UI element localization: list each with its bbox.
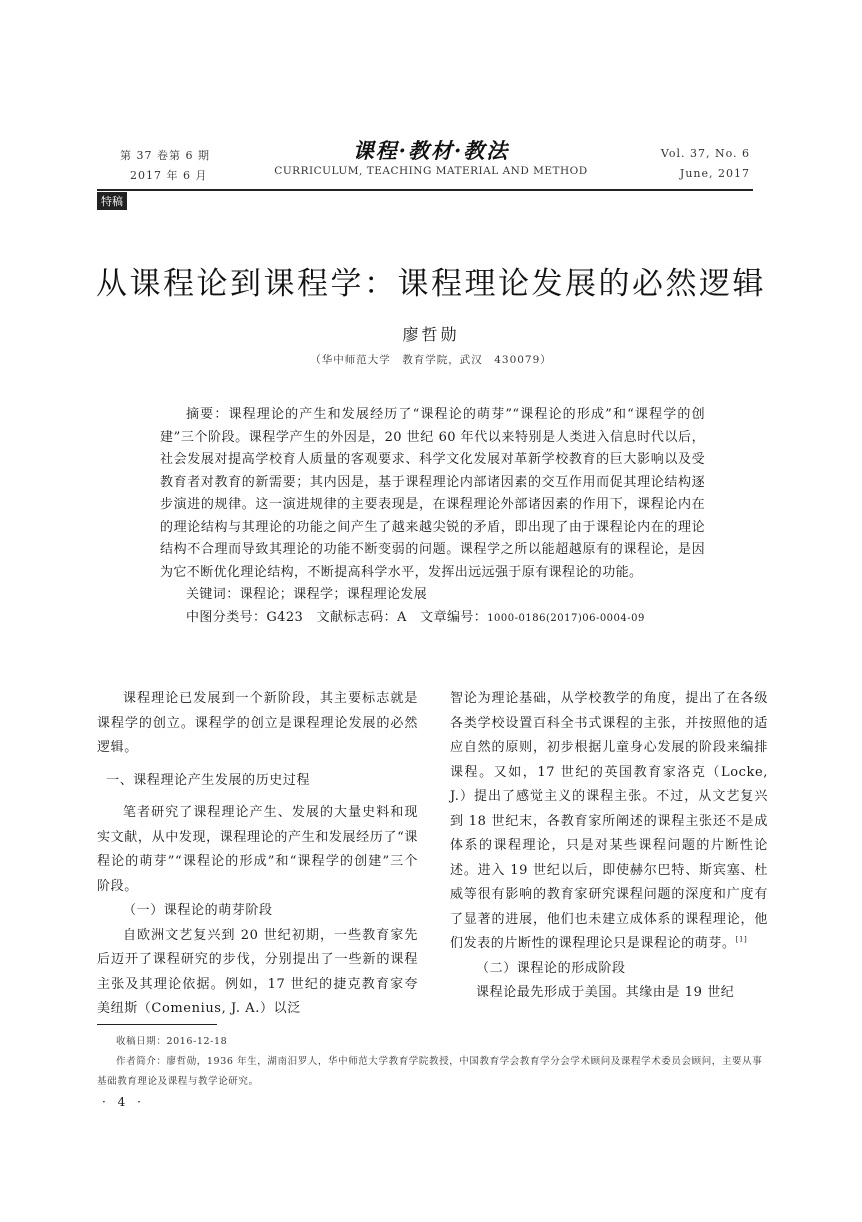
article-title: 从课程论到课程学：课程理论发展的必然逻辑 <box>96 266 766 302</box>
author-affiliation: （华中师范大学 教育学院，武汉 430079） <box>310 354 552 366</box>
abstract-text: 摘要：课程理论的产生和发展经历了“课程论的萌芽”“课程论的形成”和“课程学的创建”三个阶段。课程学产生的外因是，20 世纪 60 年代以来特别是人类进入信息时代以后，社会发展对提高学校育人质量的客观要求、科学文化发展对革新学校教育的巨大影响以及受教育者对教育的新需要；其内因是，基于课程理论内部诸因素的交互作用而促其理论结构逐步演进的规律。这一演进规律的主要表现是，在课程理论外部诸因素的作用下，课程论内在的理论结构与其理论的功能之间产生了越来越尖锐的矛盾，即出现了由于课程论内在的理论结构不合理而导致其理论的功能不断变弱的问题。课程学之所以能超越原有的课程论，是因为它不断优化理论结构，不断提高科学水平，发挥出远远强于原有课程论的功能。 <box>160 407 705 580</box>
volume-issue-en: Vol. 37, No. 6 <box>660 147 750 160</box>
header-rule <box>97 189 753 191</box>
formation-paragraph: 课程论最先形成于美国。其缘由是 19 世纪 <box>476 985 735 1000</box>
intro-paragraph: 课程理论已发展到一个新阶段，其主要标志就是课程学的创立。课程学的创立是课程理论发展的必然逻辑。 <box>97 691 418 755</box>
journal-title-cn: 课程·教材·教法 <box>352 138 510 163</box>
classification-label: 中图分类号：G423 文献标志码：A 文章编号： <box>186 609 488 625</box>
volume-issue-cn: 第 37 卷第 6 期 <box>120 149 210 162</box>
date-cn: 2017 年 6 月 <box>130 169 208 182</box>
abstract-block <box>160 404 705 630</box>
reference-mark: [1] <box>735 935 748 944</box>
author-name: 廖哲勋 <box>402 325 460 344</box>
subsection-heading-2: （二）课程论的形成阶段 <box>476 960 626 976</box>
sprout-paragraph-continued: 智论为理论基础，从学校教学的角度，提出了在各级各类学校设置百科全书式课程的主张，并按照他的适应自然的原则，初步根据儿童身心发展的阶段来编排课程。又如，17 世纪的英国教育家洛克（Locke, J.）提出了感觉主义的课程主张。不过，从文艺复兴到 18 世纪末，各教育家所阐述的课程主张还不是成体系的课程理论，只是对某些课程问题的片断性论述。进入 19 世纪以后，即使赫尔巴特、斯宾塞、杜威等很有影响的教育家研究课程问题的深度和广度有了显著的进展，他们也未建立成体系的课程理论，他们发表的片断性的课程理论只是课程论的萌芽。[1] <box>450 691 768 951</box>
body-left-column <box>97 687 418 1022</box>
history-paragraph: 笔者研究了课程理论产生、发展的大量史料和现实文献，从中发现，课程理论的产生和发展经历了“课程论的萌芽”“课程论的形成”和“课程学的创建”三个阶段。 <box>97 805 418 894</box>
classification-line <box>160 607 705 631</box>
special-article-tag: 特稿 <box>97 192 127 210</box>
page-number: · 4 · <box>102 1095 145 1109</box>
journal-title-en: CURRICULUM, TEACHING MATERIAL AND METHOD <box>274 165 588 177</box>
received-date: 收稿日期：2016-12-18 <box>116 1036 228 1047</box>
section-heading-1: 一、课程理论产生发展的历史过程 <box>106 772 311 788</box>
footnote-rule <box>97 1024 217 1025</box>
author-bio: 作者简介：廖哲勋，1936 年生，湖南汨罗人，华中师范大学教育学院教授，中国教育学会教育学分会学术顾问及课程学术委员会顾问，主要从事基础教育理论及课程与教学论研究。 <box>97 1056 763 1087</box>
date-en: June, 2017 <box>679 167 750 180</box>
body-right-column <box>450 687 768 1006</box>
subsection-heading-1: （一）课程论的萌芽阶段 <box>123 903 273 918</box>
sprout-paragraph: 自欧洲文艺复兴到 20 世纪初期，一些教育家先后迈开了课程研究的步伐，分别提出了一些新的课程主张及其理论依据。例如，17 世纪的捷克教育家夸美纽斯（Comenius, J. A.）以泛 <box>97 927 418 1016</box>
footnote-block <box>97 1032 765 1092</box>
keywords: 关键词：课程论；课程学；课程理论发展 <box>186 587 428 602</box>
article-number: 1000-0186(2017)06-0004-09 <box>487 612 645 624</box>
